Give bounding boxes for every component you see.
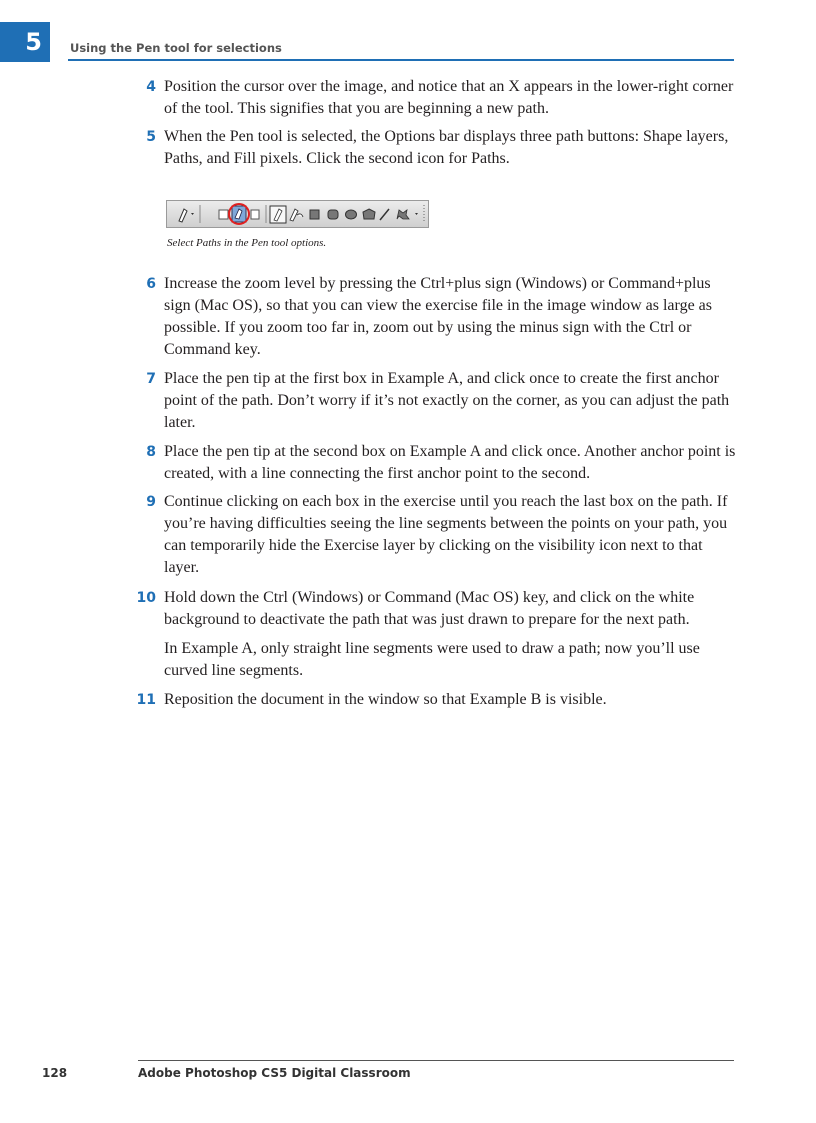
rounded-rectangle-icon — [328, 210, 338, 219]
shape-layers-icon — [219, 210, 228, 219]
step-text: Continue clicking on each box in the exercise until you reach the last box on the path. If you’re having difficulties seeing the line segments between the points on your path, you can temporarily hide the Exercise layer by clicking on the visibility icon next to that layer. — [164, 493, 728, 576]
page-number: 128 — [42, 1066, 68, 1080]
step-number: 6 — [146, 276, 156, 292]
figure-caption: Select Paths in the Pen tool options. — [167, 237, 327, 249]
freeform-pen-icon — [290, 209, 303, 221]
pen-tool-icon — [179, 209, 194, 222]
ellipse-icon — [346, 210, 357, 219]
step-text: Hold down the Ctrl (Windows) or Command (Mac OS) key, and click on the white background to deactivate the path that was just drawn to prepare for the next path. — [164, 589, 695, 628]
chapter-number: 5 — [25, 28, 42, 56]
polygon-icon — [363, 209, 375, 219]
step-number: 8 — [146, 444, 156, 460]
step-text: Position the cursor over the image, and notice that an X appears in the lower-right corner of the tool. This signifies that you are beginning a new path. — [164, 78, 734, 117]
pen-icon — [270, 206, 286, 223]
fill-pixels-icon — [251, 210, 259, 219]
step-text: Increase the zoom level by pressing the Ctrl+plus sign (Windows) or Command+plus sign (Mac OS), so that you can view the exercise file in the image window as large as possible. If you zoom too far in, zoom out by using the minus sign with the Ctrl or Command key. — [164, 275, 712, 358]
body-paragraph: In Example A, only straight line segments were used to draw a path; now you’ll use curved line segments. — [164, 640, 700, 679]
running-head: Using the Pen tool for selections — [70, 41, 282, 55]
step-number: 4 — [146, 79, 156, 95]
footer-rule — [138, 1060, 734, 1061]
line-icon — [380, 209, 389, 220]
paths-icon — [232, 206, 246, 222]
step-text: Reposition the document in the window so that Example B is visible. — [164, 691, 607, 708]
step-number: 7 — [146, 371, 156, 387]
pen-tool-options-bar-figure — [166, 200, 429, 228]
rectangle-icon — [310, 210, 319, 219]
book-title: Adobe Photoshop CS5 Digital Classroom — [138, 1066, 411, 1080]
step-text: Place the pen tip at the second box on Example A and click once. Another anchor point is created, with a line connecting the first anchor point to the second. — [164, 443, 736, 482]
step-number: 11 — [136, 692, 156, 708]
step-text: When the Pen tool is selected, the Options bar displays three path buttons: Shape layers, Paths, and Fill pixels. Click the second icon for Paths. — [164, 128, 729, 167]
custom-shape-icon — [397, 210, 409, 219]
step-text: Place the pen tip at the first box in Example A, and click once to create the first anchor point of the path. Don’t worry if it’s not exactly on the corner, as you can adjust the path later. — [164, 370, 730, 431]
chapter-tab — [0, 22, 50, 62]
step-number: 9 — [146, 494, 156, 510]
step-number: 5 — [146, 129, 156, 145]
step-number: 10 — [136, 590, 156, 606]
header-rule — [68, 59, 734, 61]
